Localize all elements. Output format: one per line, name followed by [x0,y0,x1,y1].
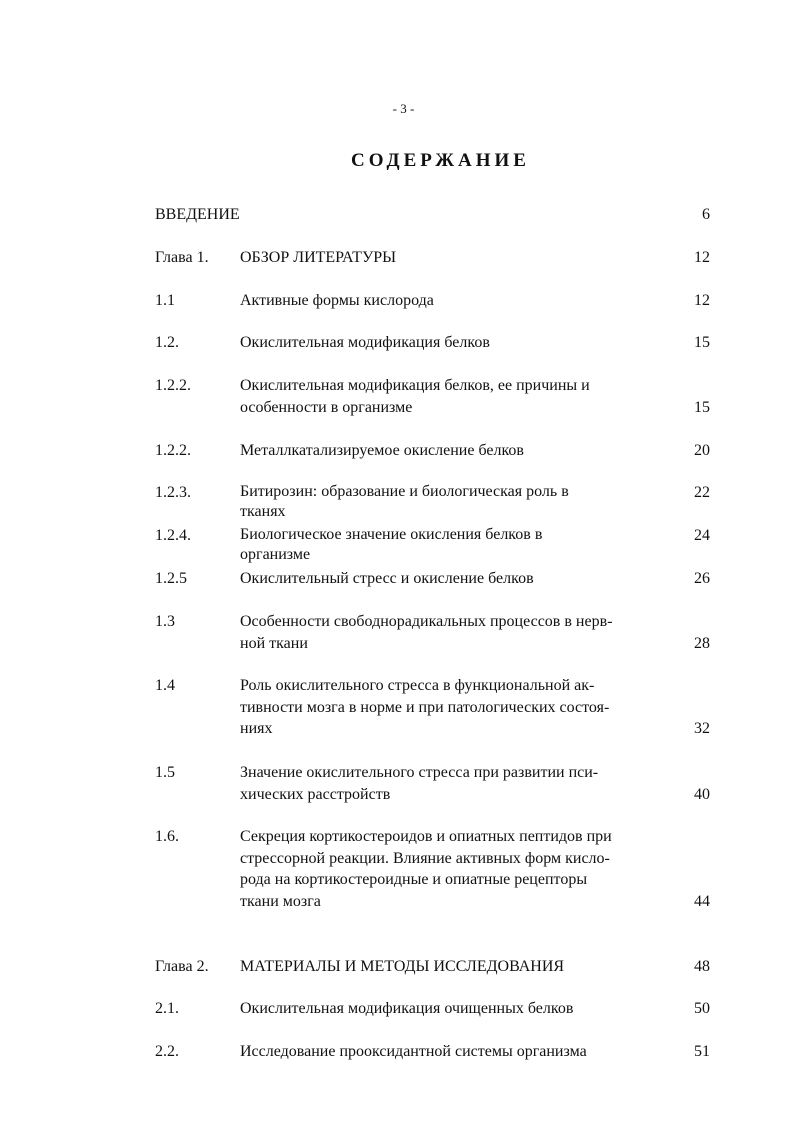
toc-entry-page: 28 [694,634,710,652]
toc-entry-text: Окислительная модификация белков [240,334,490,351]
toc-entry-text: Окислительный стресс и окисление белков [240,570,534,587]
toc-entry-text: Окислительная модификация очищенных белков [240,1000,574,1017]
toc-entry-text: ОБЗОР ЛИТЕРАТУРЫ [240,249,397,266]
toc-entry-page: 6 [702,206,710,223]
toc-entry-number: 2.2. [155,1043,179,1060]
toc-entry-number: 1.6. [155,828,179,845]
toc-entry-number: 1.2.5 [155,570,187,587]
toc-entry-text: Роль окислительного стресса в функциональной ак- тивности мозга в норме и при патологических состоя- ниях [240,677,610,737]
toc-entry-text: Исследование прооксидантной системы организма [240,1043,587,1060]
toc-entry-page: 44 [694,892,710,910]
toc-entry-page: 12 [694,292,710,309]
toc-entry-page: 32 [694,720,710,737]
toc-entry-page: 48 [694,958,710,975]
toc-entry-text: Биологическое значение окисления белков в организме [240,526,543,563]
toc-entry-page: 51 [694,1043,710,1060]
toc-entry-number: Глава 1. [155,249,209,266]
toc-entry-page: 12 [694,249,710,266]
toc-entry-text: Особенности свободнорадикальных процессов в нерв- ной ткани [240,613,613,652]
toc-entry-number: 2.1. [155,1000,179,1017]
toc-entry-text: ВВЕДЕНИЕ [155,206,240,223]
toc-entry-number: 1.2.2. [155,442,191,459]
page-number: - 3 - [392,101,415,116]
toc-entry-number: 1.3 [155,613,175,630]
toc-entry-page: 24 [694,527,710,544]
toc-entry-page: 15 [694,334,710,351]
toc-entry-text: МАТЕРИАЛЫ И МЕТОДЫ ИССЛЕДОВАНИЯ [240,958,565,975]
toc-entry-number: 1.2.4. [155,527,191,544]
toc-entry-number: 1.1 [155,292,175,309]
toc-entry-text: Секреция кортикостероидов и опиатных пептидов при стрессорной реакции. Влияние активных форм кисло- рода на кортикостероидные и опиатные рецепторы ткани мозга [240,828,612,910]
toc-entry-number: 1.4 [155,677,175,694]
toc-entry-text: Значение окислительного стресса при развитии пси- хических расстройств [240,764,599,803]
toc-entry-text: Окислительная модификация белков, ее причины и особенности в организме [240,377,590,416]
toc-entry-number: 1.2. [155,334,179,351]
toc-entry-number: 1.2.3. [155,484,191,501]
toc-entry-number: 1.5 [155,764,175,781]
toc-entry-page: 20 [694,442,710,459]
toc-entry-page: 15 [694,398,710,416]
page-title: СОДЕРЖАНИЕ [351,150,530,171]
toc-entry-text: Металлкатализируемое окисление белков [240,442,524,459]
toc-entry-number: 1.2.2. [155,377,191,394]
toc-entry-page: 40 [694,785,710,803]
toc-entry-page: 50 [694,1000,710,1017]
toc-entry-text: Активные формы кислорода [240,292,434,309]
toc-entry-page: 22 [694,484,710,501]
toc-entry-number: Глава 2. [155,958,209,975]
toc-entry-text: Битирозин: образование и биологическая роль в тканях [240,483,569,520]
toc-entry-page: 26 [694,570,710,587]
